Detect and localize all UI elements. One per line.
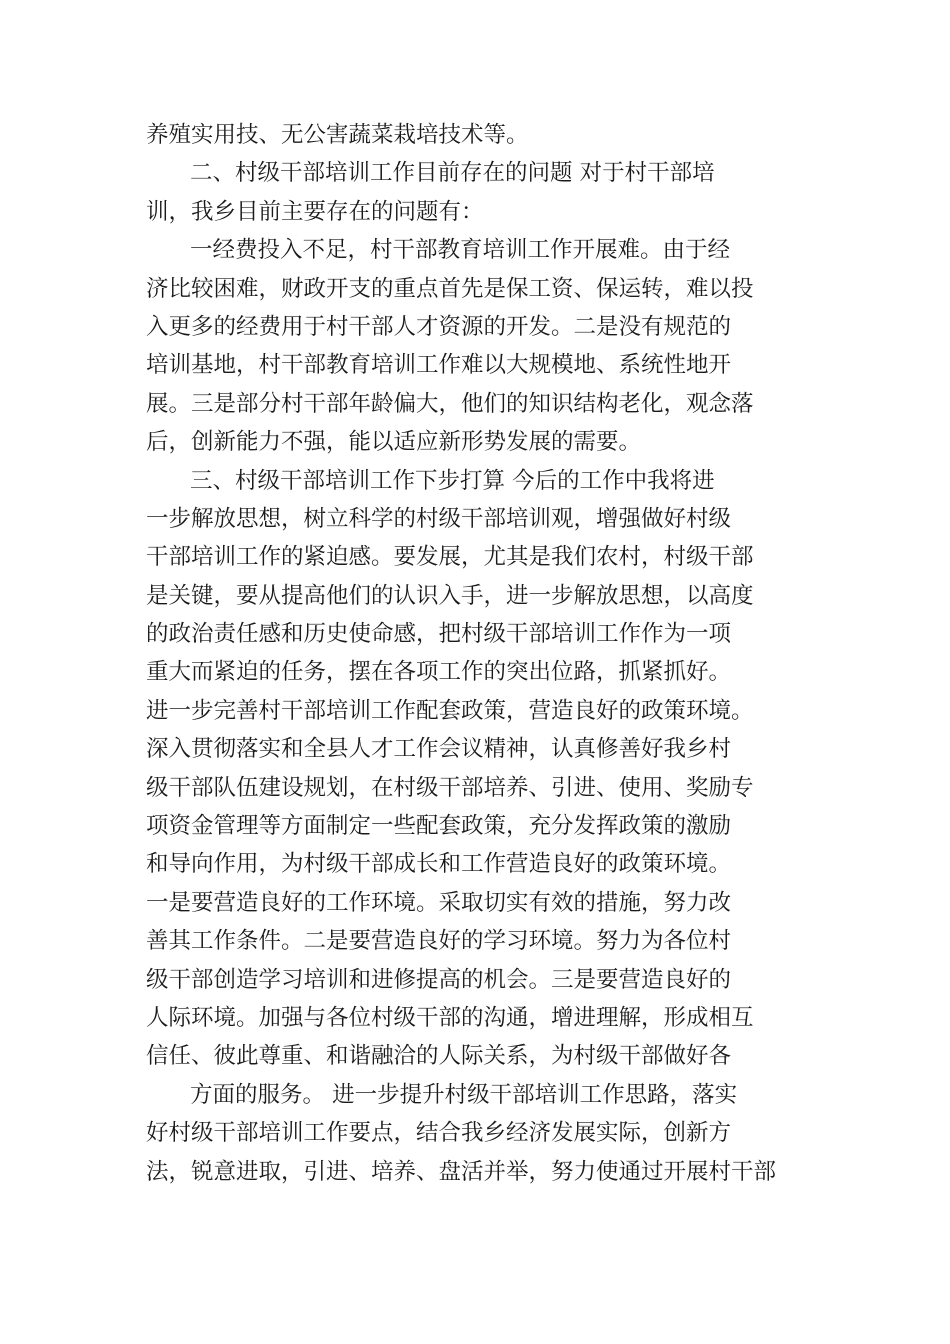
text-line: 善其工作条件。二是要营造良好的学习环境。努力为各位村	[146, 928, 732, 955]
text-line: 后，创新能力不强，能以适应新形势发展的需要。	[146, 429, 642, 456]
text-line: 训，我乡目前主要存在的问题有：	[146, 198, 484, 225]
text-line: 二、村级干部培训工作目前存在的问题 对于村干部培	[190, 160, 715, 187]
text-line: 法，锐意进取，引进、培养、盘活并举，努力使通过开展村干部	[146, 1158, 777, 1185]
text-line: 信任、彼此尊重、和谐融洽的人际关系，为村级干部做好各	[146, 1043, 732, 1070]
text-line: 三、村级干部培训工作下步打算 今后的工作中我将进	[190, 467, 715, 494]
text-line: 和导向作用，为村级干部成长和工作营造良好的政策环境。	[146, 851, 732, 878]
text-line: 一是要营造良好的工作环境。采取切实有效的措施，努力改	[146, 889, 732, 916]
text-line: 干部培训工作的紧迫感。要发展，尤其是我们农村，村级干部	[146, 544, 754, 571]
text-line: 好村级干部培训工作要点，结合我乡经济发展实际，创新方	[146, 1120, 732, 1147]
text-line: 级干部队伍建设规划，在村级干部培养、引进、使用、奖励专	[146, 774, 754, 801]
text-line: 的政治责任感和历史使命感，把村级干部培训工作作为一项	[146, 621, 732, 648]
text-line: 培训基地，村干部教育培训工作难以大规模地、系统性地开	[146, 352, 732, 379]
text-line: 一经费投入不足，村干部教育培训工作开展难。由于经	[190, 237, 731, 264]
text-line: 一步解放思想，树立科学的村级干部培训观，增强做好村级	[146, 505, 732, 532]
text-line: 养殖实用技、无公害蔬菜栽培技术等。	[146, 122, 529, 148]
text-line: 级干部创造学习培训和进修提高的机会。三是要营造良好的	[146, 966, 732, 993]
text-line: 人际环境。加强与各位村级干部的沟通，增进理解，形成相互	[146, 1004, 754, 1031]
text-line: 展。三是部分村干部年龄偏大，他们的知识结构老化，观念落	[146, 390, 754, 417]
document-body	[146, 116, 816, 1191]
text-line: 进一步完善村干部培训工作配套政策，营造良好的政策环境。	[146, 697, 754, 724]
text-line: 项资金管理等方面制定一些配套政策，充分发挥政策的激励	[146, 813, 732, 840]
text-line: 是关键，要从提高他们的认识入手，进一步解放思想，以高度	[146, 582, 754, 609]
text-line: 济比较困难，财政开支的重点首先是保工资、保运转，难以投	[146, 275, 754, 302]
text-line: 重大而紧迫的任务，摆在各项工作的突出位路，抓紧抓好。	[146, 659, 732, 686]
text-line: 入更多的经费用于村干部人才资源的开发。二是没有规范的	[146, 313, 732, 340]
text-line: 方面的服务。 进一步提升村级干部培训工作思路，落实	[190, 1081, 738, 1108]
text-line: 深入贯彻落实和全县人才工作会议精神，认真修善好我乡村	[146, 736, 732, 763]
